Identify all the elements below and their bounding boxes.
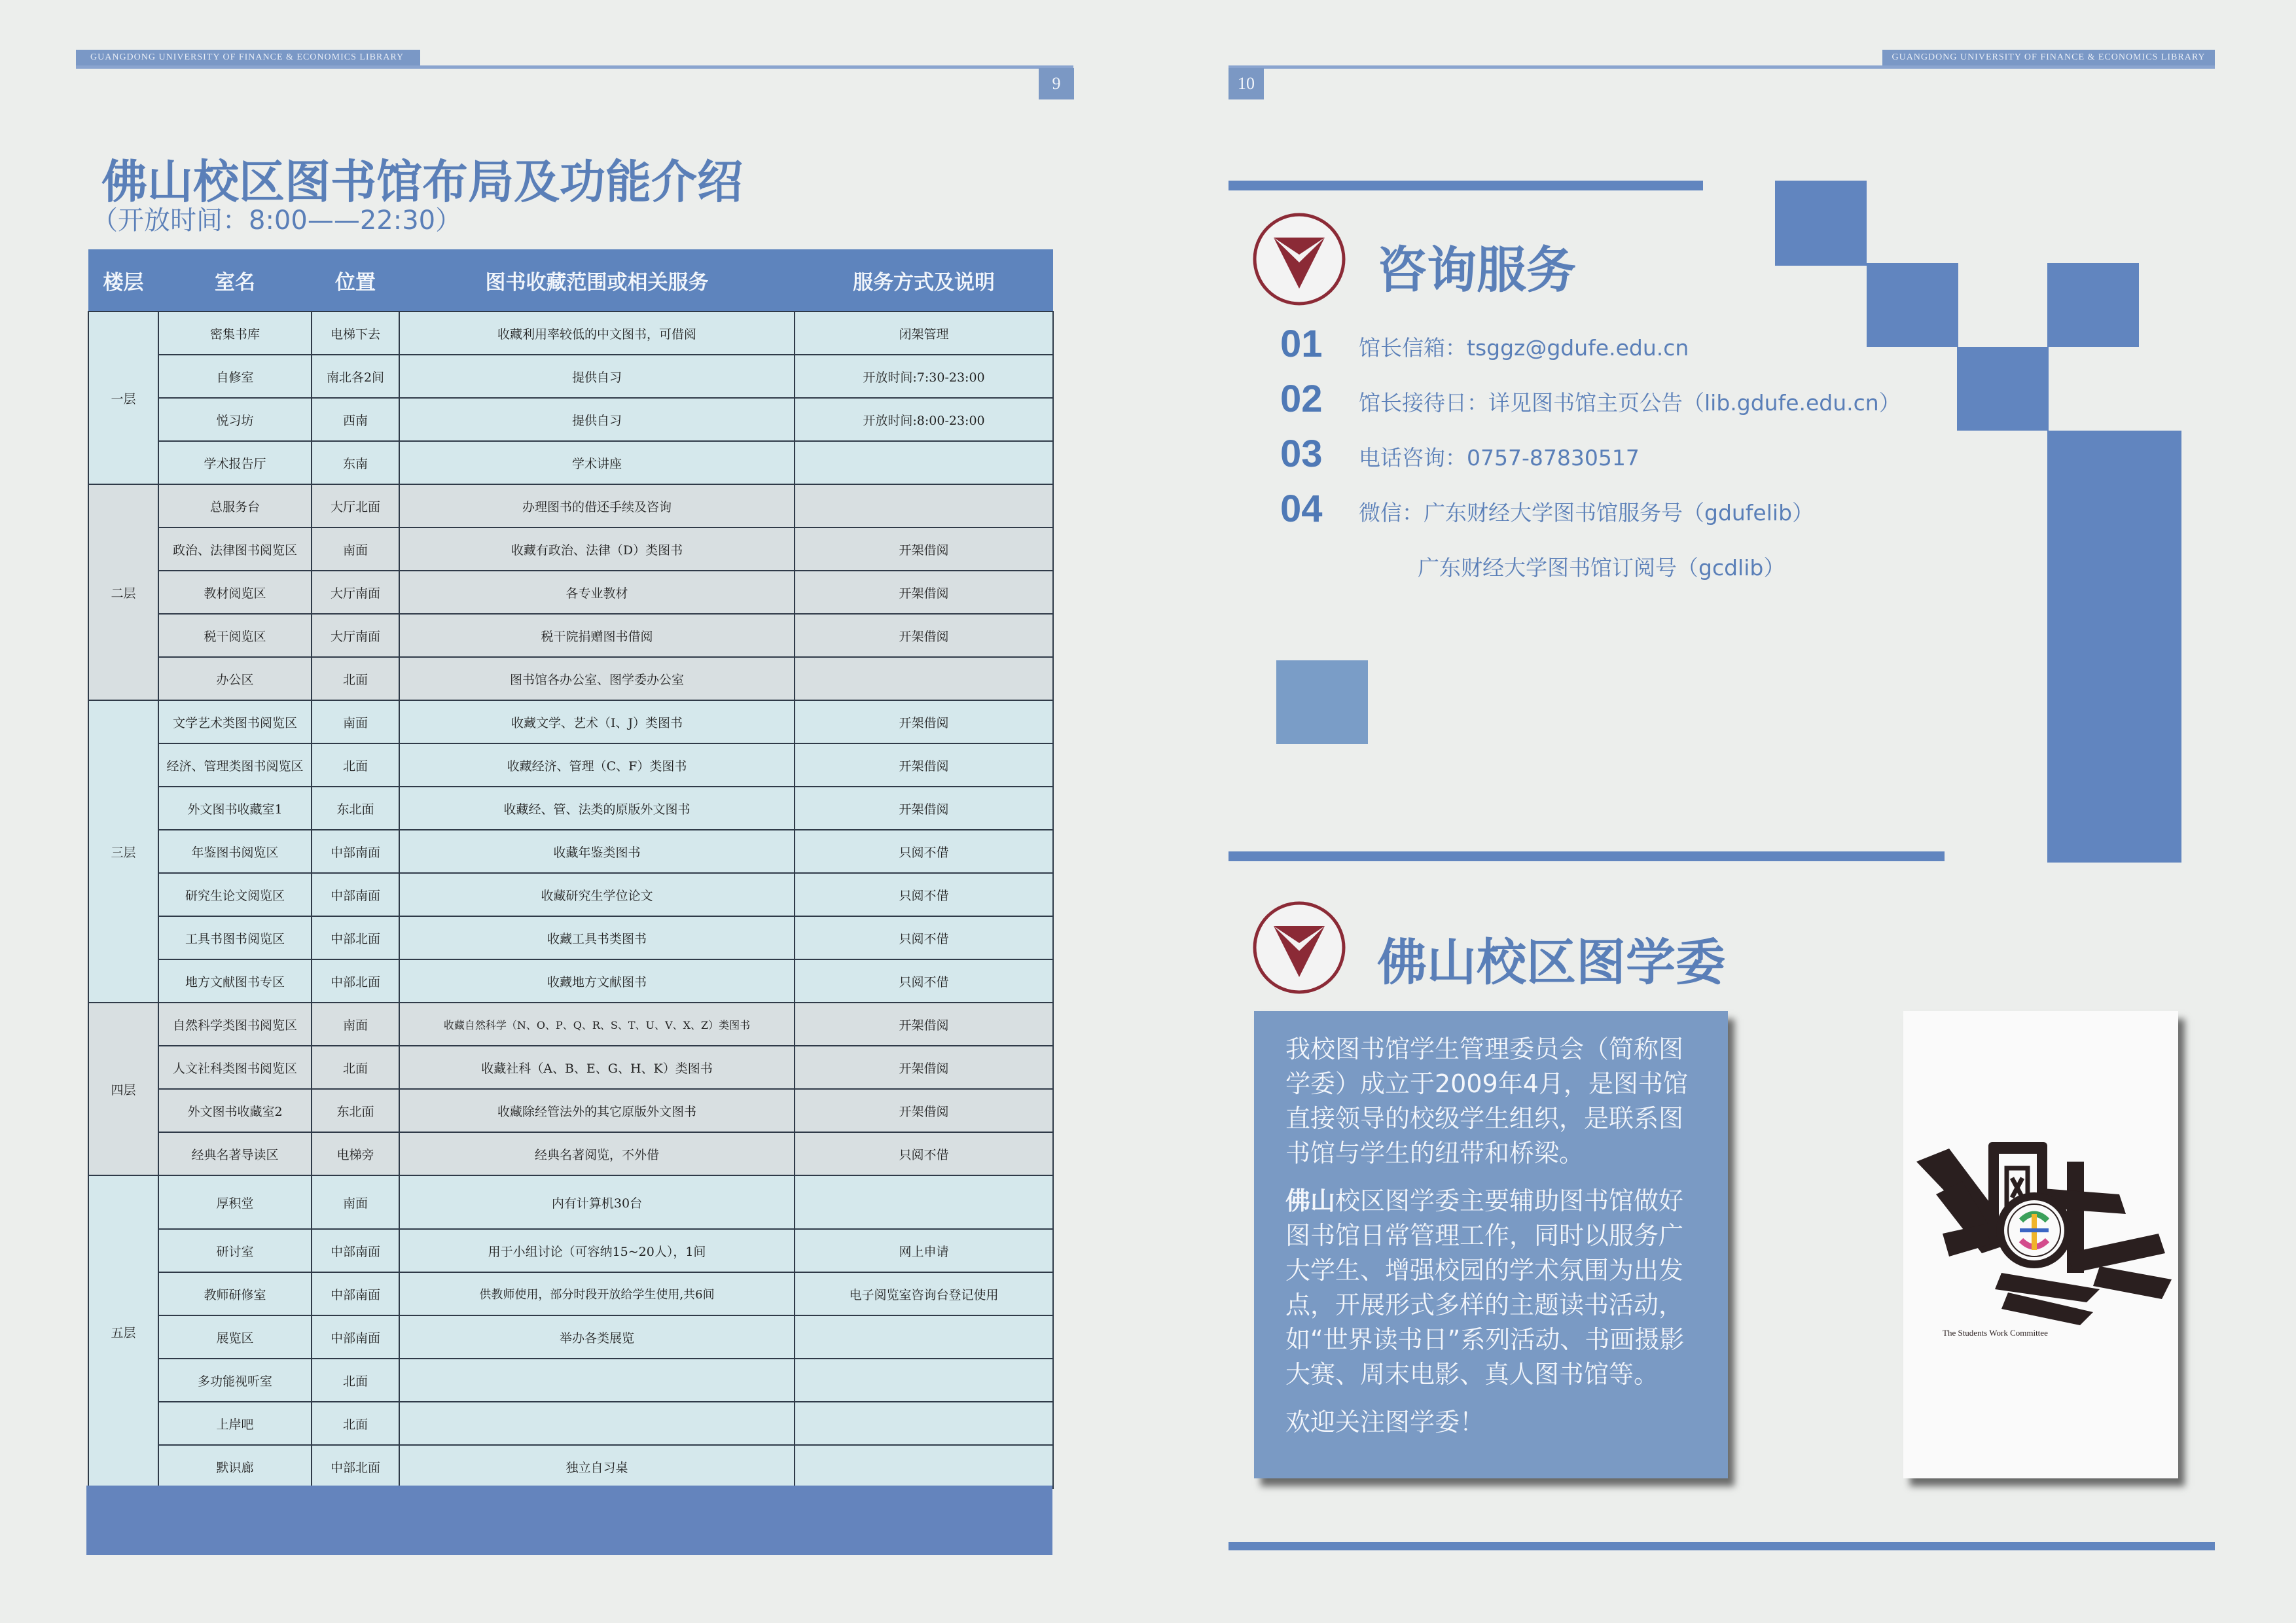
table-row (88, 312, 1053, 355)
committee-paragraph (1285, 1184, 1700, 1392)
table-cell: 中部南面 (312, 1229, 399, 1272)
library-layout-table (88, 249, 1054, 1489)
table-cell: 大厅北面 (312, 484, 399, 527)
committee-closing: 欢迎关注图学委！ (1285, 1408, 1485, 1436)
table-cell: 经济、管理类图书阅览区 (158, 743, 312, 787)
committee-title: 佛山校区图学委 (1377, 933, 1725, 991)
consult-item-number: 02 (1280, 378, 1323, 420)
right-header-line (1229, 65, 2215, 69)
decor-square (1957, 347, 2049, 431)
left-header-tag: GUANGDONG UNIVERSITY OF FINANCE & ECONOMICS LIBRARY (76, 50, 420, 65)
table-cell: 南面 (312, 1003, 399, 1046)
consult-title: 咨询服务 (1377, 241, 1576, 299)
right-header-tag: GUANGDONG UNIVERSITY OF FINANCE & ECONOMICS LIBRARY (1882, 50, 2215, 65)
table-cell: 厚积堂 (158, 1175, 312, 1229)
table-cell: 只阅不借 (795, 916, 1053, 959)
decor-square (1775, 181, 1867, 266)
floor-group-5 (88, 1175, 1053, 1488)
table-cell: 北面 (312, 743, 399, 787)
table-cell: 办理图书的借还手续及咨询 (399, 484, 795, 527)
table-cell: 上岸吧 (158, 1402, 312, 1445)
committee-logo (1903, 1116, 2178, 1391)
table-cell: 举办各类展览 (399, 1315, 795, 1359)
table-cell: 收藏社科（A、B、E、G、H、K）类图书 (399, 1046, 795, 1089)
table-cell: 中部南面 (312, 1272, 399, 1315)
table-row (88, 1445, 1053, 1488)
column-header: 图书收藏范围或相关服务 (399, 249, 795, 312)
table-cell: 南面 (312, 527, 399, 571)
table-cell: 北面 (312, 1359, 399, 1402)
table-cell: 网上申请 (795, 1229, 1053, 1272)
table-cell: 研究生论文阅览区 (158, 873, 312, 916)
table-cell: 研讨室 (158, 1229, 312, 1272)
table-cell: 文学艺术类图书阅览区 (158, 700, 312, 743)
table-cell: 北面 (312, 1402, 399, 1445)
floor-group-1 (88, 312, 1053, 484)
table-cell: 开放时间:7:30-23:00 (795, 355, 1053, 398)
table-cell: 外文图书收藏室1 (158, 787, 312, 830)
table-cell: 中部南面 (312, 830, 399, 873)
consult-item-text: 馆长信箱：tsggz@gdufe.edu.cn (1359, 335, 1689, 361)
committee-paragraph-bold: 佛山 (1285, 1186, 1336, 1215)
decor-tall-bar (2047, 431, 2181, 863)
table-row (88, 355, 1053, 398)
table-cell (795, 1175, 1053, 1229)
table-row (88, 1359, 1053, 1402)
table-cell: 收藏经济、管理（C、F）类图书 (399, 743, 795, 787)
table-cell: 经典名著阅览，不外借 (399, 1132, 795, 1175)
table-cell: 开架借阅 (795, 743, 1053, 787)
table-cell: 默识廊 (158, 1445, 312, 1488)
table-row (88, 830, 1053, 873)
table-cell (795, 657, 1053, 700)
table-cell: 开架借阅 (795, 787, 1053, 830)
table-cell: 北面 (312, 657, 399, 700)
committee-logo-card (1903, 1011, 2178, 1478)
table-cell: 人文社科类图书阅览区 (158, 1046, 312, 1089)
page-subtitle: （开放时间：8:00——22:30） (92, 205, 462, 236)
table-cell: 只阅不借 (795, 1132, 1053, 1175)
table-row (88, 398, 1053, 441)
table-row (88, 1315, 1053, 1359)
table-cell: 内有计算机30台 (399, 1175, 795, 1229)
table-cell: 闭架管理 (795, 312, 1053, 355)
table-cell (795, 441, 1053, 484)
table-cell: 学术报告厅 (158, 441, 312, 484)
chevron-down-icon (1251, 900, 1347, 998)
table-cell: 开架借阅 (795, 1003, 1053, 1046)
column-header: 室名 (158, 249, 312, 312)
table-cell: 中部北面 (312, 916, 399, 959)
table-row (88, 700, 1053, 743)
table-cell: 开架借阅 (795, 1089, 1053, 1132)
table-cell: 图书馆各办公室、图学委办公室 (399, 657, 795, 700)
table-cell: 电梯旁 (312, 1132, 399, 1175)
table-row (88, 959, 1053, 1003)
table-cell: 只阅不借 (795, 830, 1053, 873)
table-cell: 展览区 (158, 1315, 312, 1359)
left-header-line (76, 65, 1073, 69)
table-row (88, 787, 1053, 830)
table-cell: 只阅不借 (795, 959, 1053, 1003)
table-cell (795, 1315, 1053, 1359)
table-cell: 供教师使用，部分时段开放给学生使用,共6间 (399, 1272, 795, 1315)
table-cell: 南北各2间 (312, 355, 399, 398)
table-cell: 自然科学类图书阅览区 (158, 1003, 312, 1046)
table-cell: 经典名著导读区 (158, 1132, 312, 1175)
table-cell: 多功能视听室 (158, 1359, 312, 1402)
table-cell: 中部北面 (312, 959, 399, 1003)
table-row (88, 614, 1053, 657)
table-row (88, 1089, 1053, 1132)
table-cell: 地方文献图书专区 (158, 959, 312, 1003)
floor-group-3 (88, 700, 1053, 1003)
table-row (88, 1003, 1053, 1046)
table-cell: 北面 (312, 1046, 399, 1089)
consult-item-text: 电话咨询：0757-87830517 (1359, 445, 1640, 471)
committee-description (1254, 1011, 1728, 1478)
table-cell: 税干阅览区 (158, 614, 312, 657)
decor-bottom-bar (1229, 1542, 2215, 1550)
column-header: 楼层 (88, 249, 158, 312)
table-cell: 教师研修室 (158, 1272, 312, 1315)
committee-logo-caption: The Students Work Committee (1943, 1328, 2048, 1338)
consult-item-text: 微信：广东财经大学图书馆服务号（gdufelib） (1359, 500, 1814, 526)
floor-group-2 (88, 484, 1053, 700)
table-cell: 密集书库 (158, 312, 312, 355)
table-row (88, 1402, 1053, 1445)
table-cell: 收藏工具书类图书 (399, 916, 795, 959)
decor-square (2047, 263, 2139, 347)
table-cell: 东南 (312, 441, 399, 484)
table-cell: 收藏自然科学（N、O、P、Q、R、S、T、U、V、X、Z）类图书 (399, 1003, 795, 1046)
consult-item-text-extra: 广东财经大学图书馆订阅号（gcdlib） (1418, 555, 1785, 580)
decor-mid-bar (1229, 851, 1945, 861)
table-cell: 收藏地方文献图书 (399, 959, 795, 1003)
decor-square (1867, 263, 1958, 347)
table-row (88, 743, 1053, 787)
table-cell: 税干院捐赠图书借阅 (399, 614, 795, 657)
table-cell: 南面 (312, 700, 399, 743)
table-cell (795, 1359, 1053, 1402)
table-cell: 收藏利用率较低的中文图书，可借阅 (399, 312, 795, 355)
table-row (88, 1175, 1053, 1229)
table-cell: 电子阅览室咨询台登记使用 (795, 1272, 1053, 1315)
table-cell: 开放时间:8:00-23:00 (795, 398, 1053, 441)
table-cell (399, 1359, 795, 1402)
floor-cell: 三层 (88, 700, 158, 1003)
consult-item-number: 01 (1280, 323, 1323, 365)
table-cell: 外文图书收藏室2 (158, 1089, 312, 1132)
table-cell (795, 1402, 1053, 1445)
table-cell (795, 484, 1053, 527)
table-cell: 总服务台 (158, 484, 312, 527)
table-cell: 东北面 (312, 787, 399, 830)
table-row (88, 657, 1053, 700)
table-cell: 中部北面 (312, 1445, 399, 1488)
table-cell: 中部南面 (312, 873, 399, 916)
table-cell: 各专业教材 (399, 571, 795, 614)
table-cell: 自修室 (158, 355, 312, 398)
page-title: 佛山校区图书馆布局及功能介绍 (101, 155, 743, 209)
table-cell: 中部南面 (312, 1315, 399, 1359)
table-cell: 提供自习 (399, 398, 795, 441)
decor-light-square (1276, 660, 1368, 744)
table-row (88, 1132, 1053, 1175)
table-cell: 电梯下去 (312, 312, 399, 355)
consult-item-number: 04 (1280, 488, 1323, 530)
committee-paragraph-rest: 校区图学委主要辅助图书馆做好图书馆日常管理工作，同时以服务广大学生、增强校园的学术氛围为出发点，开展形式多样的主题读书活动，如“世界读书日”系列活动、书画摄影大赛、周末电影、真人图书馆等。 (1285, 1186, 1685, 1389)
right-page-number: 10 (1229, 68, 1264, 99)
table-cell: 大厅南面 (312, 614, 399, 657)
column-header: 服务方式及说明 (795, 249, 1053, 312)
table-header-row (88, 249, 1053, 312)
floor-cell: 四层 (88, 1003, 158, 1175)
table-cell: 收藏文学、艺术（I、J）类图书 (399, 700, 795, 743)
table-cell (399, 1402, 795, 1445)
table-cell: 收藏年鉴类图书 (399, 830, 795, 873)
table-cell: 收藏除经管法外的其它原版外文图书 (399, 1089, 795, 1132)
table-cell: 开架借阅 (795, 571, 1053, 614)
table-cell: 东北面 (312, 1089, 399, 1132)
table-cell: 收藏经、管、法类的原版外文图书 (399, 787, 795, 830)
table-row (88, 873, 1053, 916)
left-page-number: 9 (1039, 68, 1074, 99)
table-cell: 开架借阅 (795, 614, 1053, 657)
consult-item-text: 馆长接待日：详见图书馆主页公告（lib.gdufe.edu.cn） (1359, 390, 1901, 416)
floor-cell: 五层 (88, 1175, 158, 1488)
table-cell: 开架借阅 (795, 1046, 1053, 1089)
table-cell: 开架借阅 (795, 700, 1053, 743)
table-row (88, 916, 1053, 959)
floor-cell: 一层 (88, 312, 158, 484)
table-cell: 工具书图书阅览区 (158, 916, 312, 959)
table-row (88, 441, 1053, 484)
table-cell: 教材阅览区 (158, 571, 312, 614)
table-cell: 独立自习桌 (399, 1445, 795, 1488)
table-cell: 西南 (312, 398, 399, 441)
committee-paragraph: 我校图书馆学生管理委员会（简称图学委）成立于2009年4月，是图书馆直接领导的校级学生组织，是联系图书馆与学生的纽带和桥梁。 (1285, 1035, 1688, 1168)
table-row (88, 571, 1053, 614)
table-cell: 只阅不借 (795, 873, 1053, 916)
column-header: 位置 (312, 249, 399, 312)
consult-item-number: 03 (1280, 433, 1323, 475)
table-cell: 悦习坊 (158, 398, 312, 441)
floor-group-4 (88, 1003, 1053, 1175)
table-cell: 收藏有政治、法律（D）类图书 (399, 527, 795, 571)
table-row (88, 527, 1053, 571)
table-cell: 提供自习 (399, 355, 795, 398)
table-cell: 年鉴图书阅览区 (158, 830, 312, 873)
table-row (88, 1272, 1053, 1315)
table-cell: 收藏研究生学位论文 (399, 873, 795, 916)
table-row (88, 484, 1053, 527)
table-cell: 南面 (312, 1175, 399, 1229)
table-row (88, 1046, 1053, 1089)
table-cell: 用于小组讨论（可容纳15~20人），1间 (399, 1229, 795, 1272)
table-footer-band (86, 1486, 1052, 1555)
table-cell: 办公区 (158, 657, 312, 700)
table-cell: 开架借阅 (795, 527, 1053, 571)
decor-top-bar (1229, 181, 1703, 190)
table-cell: 政治、法律图书阅览区 (158, 527, 312, 571)
table-cell: 学术讲座 (399, 441, 795, 484)
table-cell: 大厅南面 (312, 571, 399, 614)
chevron-down-icon (1251, 211, 1347, 310)
table-row (88, 1229, 1053, 1272)
floor-cell: 二层 (88, 484, 158, 700)
table-cell (795, 1445, 1053, 1488)
